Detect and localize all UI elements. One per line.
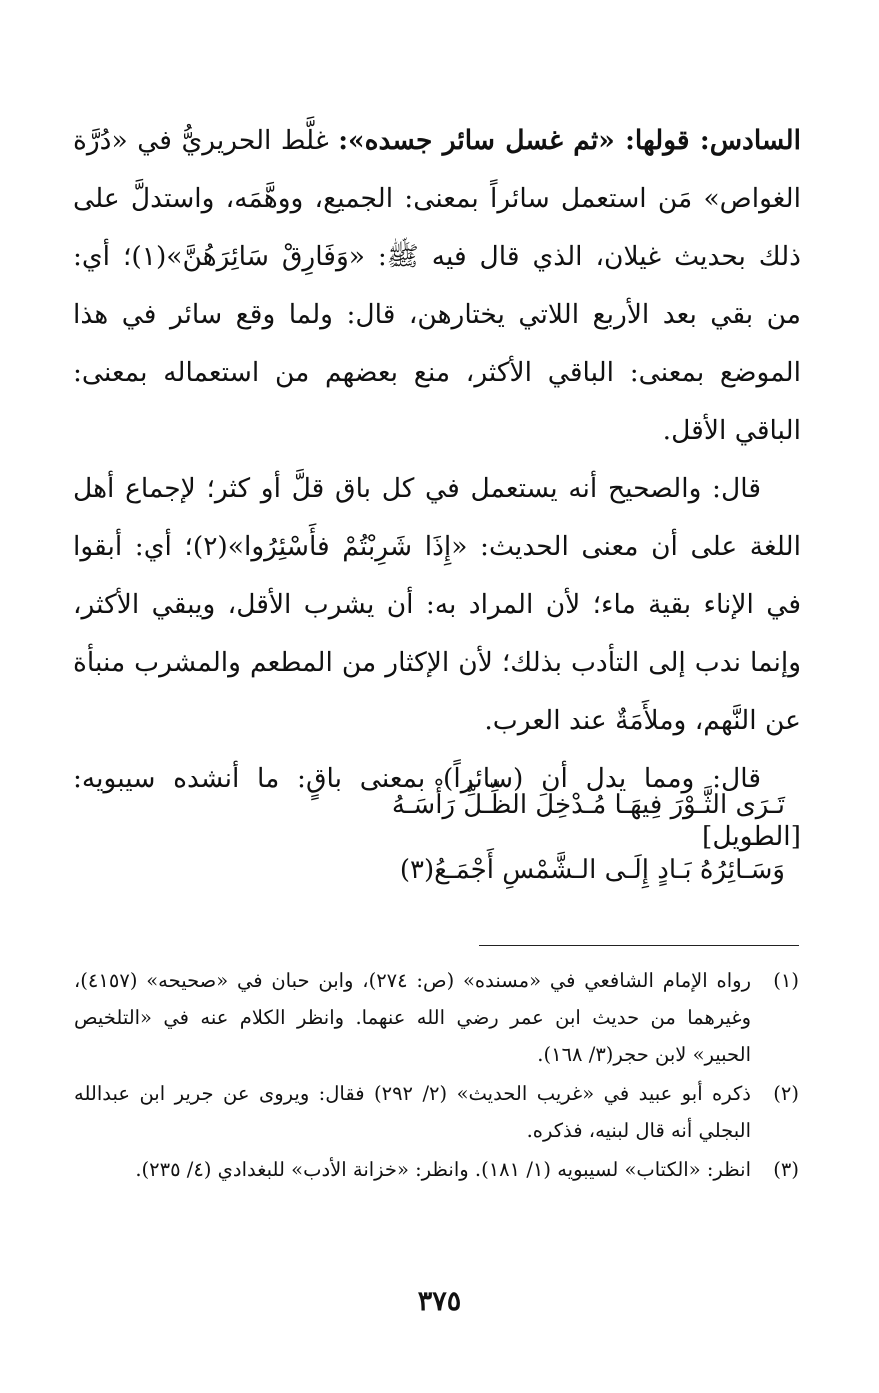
paragraph-1-body: غلَّط الحريريُّ في «دُرَّة الغواص» مَن استعمل سائراً بمعنى: الجميع، ووهَّمَه، واستدلَّ على ذلك بحديث غيلان، الذي قال فيه ﷺ: «وَفَارِقْ سَائِرَهُنَّ»(١)؛ أي: من بقي بعد الأربع اللاتي يختارهن، قال: ولما وقع سائر في هذا الموضع بمعنى: الباقي الأكثر، منع بعضهم من استعماله بمعنى: الباقي الأقل. xyxy=(73,125,801,446)
paragraph-2: قال: والصحيح أنه يستعمل في كل باق قلَّ أو كثر؛ لإجماع أهل اللغة على أن معنى الحديث: «إِذَا شَرِبْتُمْ فأَسْئِرُوا»(٢)؛ أي: أبقوا في الإناء بقية ماء؛ لأن المراد به: أن يشرب الأقل، ويبقي الأكثر، وإنما ندب إلى التأدب بذلك؛ لأن الإكثار من المطعم والمشرب منبأة عن النَّهم، وملأَمَةٌ عند العرب. xyxy=(73,473,801,736)
paragraph-1 xyxy=(73,112,801,460)
main-text xyxy=(73,112,801,866)
footnote xyxy=(74,1075,799,1149)
footnote-number: (٣) xyxy=(773,1158,799,1181)
footnote-text: انظر: «الكتاب» لسيبويه (١/ ١٨١). وانظر: «خزانة الأدب» للبغدادي (٤/ ٢٣٥). xyxy=(135,1158,751,1181)
verse-line-2: وَسَـائِرُهُ بَـادٍ إِلَـى الـشَّمْسِ أَجْمَـعُ(٣) xyxy=(399,855,785,885)
footnote-number: (٢) xyxy=(773,1082,799,1105)
footnote-divider xyxy=(479,945,799,946)
paragraph-3: قال: ومما يدل أن (سائراً) بمعنى باقٍ: ما أنشده سيبويه: [الطويل] xyxy=(73,763,801,852)
page-number: ٣٧٥ xyxy=(417,1286,462,1317)
section-heading: السادس: قولها: «ثم غسل سائر جسده»: xyxy=(338,125,801,156)
footnote-text: ذكره أبو عبيد في «غريب الحديث» (٢/ ٢٩٢) فقال: ويروى عن جرير ابن عبدالله البجلي أنه قال لبنيه، فذكره. xyxy=(74,1082,751,1142)
footnote-text: رواه الإمام الشافعي في «مسنده» (ص: ٢٧٤)، وابن حبان في «صحيحه» (٤١٥٧)، وغيرهما من حديث ابن عمر رضي الله عنهما. وانظر الكلام عنه في «التلخيص الحبير» لابن حجر(٣/ ١٦٨). xyxy=(74,969,751,1066)
footnotes xyxy=(74,962,799,1190)
footnote-number: (١) xyxy=(773,969,799,992)
footnote xyxy=(74,1151,799,1188)
verse-line-1: تَـرَى الثَّـوْرَ فِيهَـا مُـدْخِلَ الظِّـلِّ رَأْسَـهُ xyxy=(391,790,785,820)
footnote xyxy=(74,962,799,1073)
